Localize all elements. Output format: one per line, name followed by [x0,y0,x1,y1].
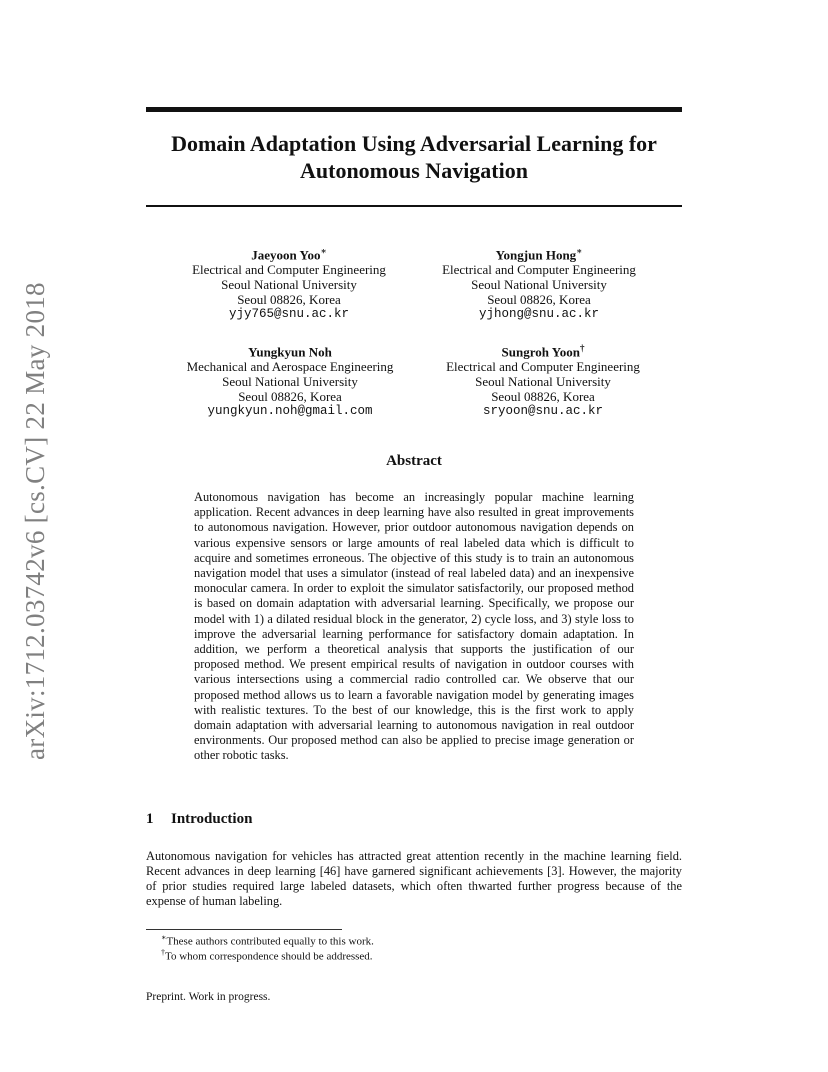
preprint-note: Preprint. Work in progress. [146,991,271,1003]
author-addr: Seoul 08826, Korea [237,292,341,308]
author-univ: Seoul National University [471,277,607,293]
arxiv-identifier: arXiv:1712.03742v6 [cs.CV] 22 May 2018 [20,282,50,760]
author-name: Yungkyun Noh [248,344,332,360]
introduction-text: Autonomous navigation for vehicles has attracted great attention recently in the machine learning field. Recent advances in deep learning [46] have garnered significant achievements [3]. However, the majority of prior studies required large labeled datasets, which often thwarted further progress because of the expense of human labeling. [146,849,682,908]
title-line-1: Domain Adaptation Using Adversarial Learning for [171,131,657,156]
title-rule-bottom [146,205,682,207]
footnote-mark: ∗ [161,933,167,942]
author-dept: Mechanical and Aerospace Engineering [186,359,394,375]
author-block-1 [159,244,419,322]
author-block-3 [160,341,420,419]
author-mark: ∗ [320,246,327,256]
paper-title [146,130,682,184]
author-addr: Seoul 08826, Korea [491,389,595,405]
footnote-mark: † [161,948,165,957]
author-email[interactable]: yjy765@snu.ac.kr [228,307,350,322]
author-univ: Seoul National University [221,277,357,293]
author-block-4 [413,341,673,419]
author-dept: Electrical and Computer Engineering [446,359,640,375]
title-rule-top [146,107,682,112]
author-univ: Seoul National University [222,374,358,390]
footnote-text: These authors contributed equally to this work. [166,935,374,948]
author-name: Jaeyoon Yoo [251,247,321,263]
author-email[interactable]: yjhong@snu.ac.kr [478,307,600,322]
author-univ: Seoul National University [475,374,611,390]
abstract-text: Autonomous navigation has become an increasingly popular machine learning application. Recent advances in deep learning have also resulted in great improvements to autonomous navigation. However, prior outdoor autonomous navigation depends on various expensive sensors or large amounts of real labeled data which is difficult to acquire and sometimes erroneous. The objective of this study is to train an autonomous navigation model that uses a simulator (instead of real labeled data) and an inexpensive monocular camera. In order to exploit the simulator satisfactorily, our proposed method is based on domain adaptation with adversarial learning. Specifically, we propose our model with 1) a dilated residual block in the generator, 2) cycle loss, and 3) style loss to improve the adversarial learning performance for satisfactory domain adaptation. In addition, we perform a theoretical analysis that supports the justification of our proposed method. We present empirical results of navigation in outdoor courses with various intersections using a commercial radio controlled car. We observe that our proposed method allows us to learn a favorable navigation model by generating images with realistic textures. To the best of our knowledge, this is the first work to apply domain adaptation with adversarial learning to autonomous navigation in real outdoor environments. Our proposed method can also be applied to precise image generation or other robotic tasks. [194,490,634,763]
author-dept: Electrical and Computer Engineering [192,262,386,278]
author-block-2 [409,244,669,322]
author-dept: Electrical and Computer Engineering [442,262,636,278]
section-heading [146,811,252,828]
section-number: 1 [146,811,154,827]
footnote-2 [161,946,373,964]
footnote-text: To whom correspondence should be addressed. [165,950,373,963]
abstract-heading: Abstract [386,453,442,469]
author-name: Sungroh Yoon [501,344,580,360]
author-email[interactable]: sryoon@snu.ac.kr [482,404,604,419]
author-mark: ∗ [576,246,583,256]
author-addr: Seoul 08826, Korea [238,389,342,405]
author-addr: Seoul 08826, Korea [487,292,591,308]
footnote-rule [146,929,342,930]
author-email[interactable]: yungkyun.noh@gmail.com [207,404,373,419]
title-line-2: Autonomous Navigation [300,158,528,183]
author-mark: † [579,343,585,353]
author-name: Yongjun Hong [495,247,577,263]
section-title: Introduction [171,811,253,827]
